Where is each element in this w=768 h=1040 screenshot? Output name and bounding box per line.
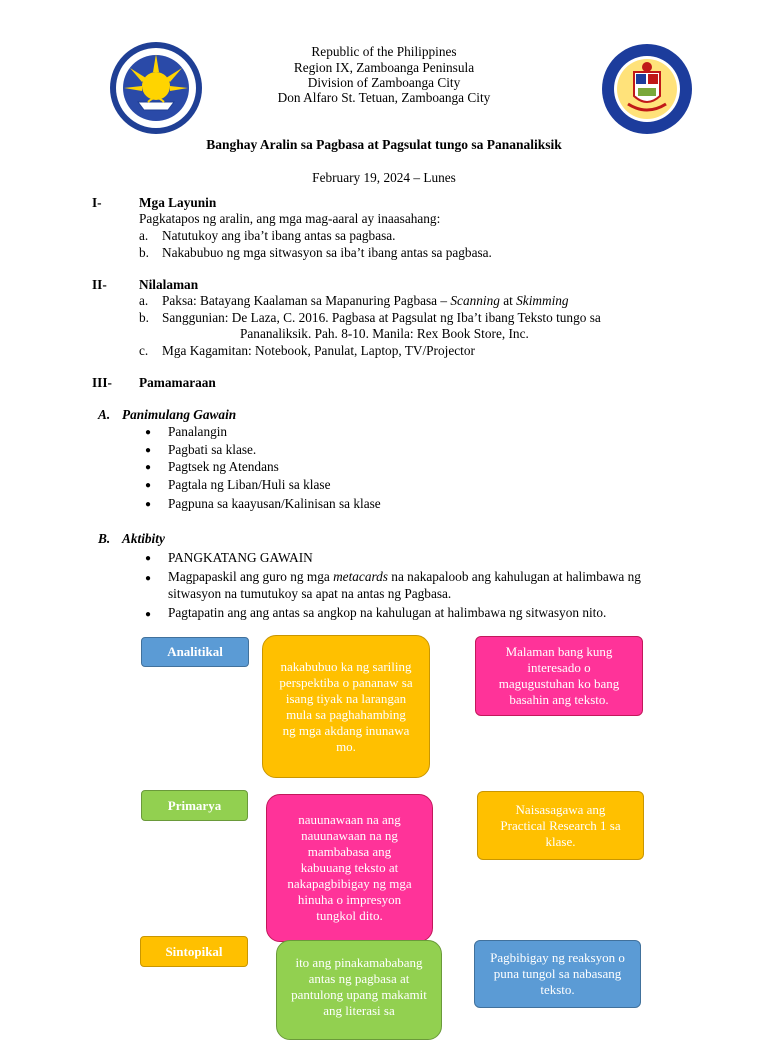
bullet-icon: ● (145, 609, 152, 620)
sub-a-bullet-4: Pagtala ng Liban/Huli sa klase (168, 477, 331, 492)
section-1-item-b: Nakabubuo ng mga sitwasyon sa iba’t ibang antas sa pagbasa. (162, 245, 492, 260)
bullet-icon: ● (145, 480, 152, 491)
section-2-item-a (162, 293, 569, 309)
section-2-item-a-letter: a. (139, 293, 149, 308)
bullet-icon: ● (145, 499, 152, 510)
section-2-number: II- (92, 277, 107, 292)
card-middle-2[interactable]: nauunawaan na ang nauunawaan na ng mambabasa ang kabuuang teksto at nakapagbibigay ng mga hinuha o impresyon tungkol dito. (266, 794, 433, 942)
header-division: Division of Zamboanga City (307, 75, 461, 90)
sub-b-bullet-1: PANGKATANG GAWAIN (168, 550, 313, 565)
section-3-title: Pamamaraan (139, 375, 216, 390)
card-right-3[interactable]: Pagbibigay ng reaksyon o puna tungol sa nabasang teksto. (474, 940, 641, 1008)
sub-b-title: Aktibity (122, 531, 165, 546)
sub-a-bullet-3: Pagtsek ng Atendans (168, 459, 279, 474)
section-1-intro: Pagkatapos ng aralin, ang mga mag-aaral ay inaasahang: (139, 211, 441, 226)
sub-b-label: B. (98, 531, 111, 546)
card-right-2[interactable]: Naisasagawa ang Practical Research 1 sa klase. (477, 791, 644, 860)
header-region: Region IX, Zamboanga Peninsula (293, 60, 475, 75)
section-1-title: Mga Layunin (139, 195, 217, 210)
section-2-item-b-continued: Pananaliksik. Pah. 8-10. Manila: Rex Book Store, Inc. (240, 326, 529, 341)
section-1-item-b-letter: b. (139, 245, 149, 260)
section-1-number: I- (92, 195, 102, 210)
section-1-item-a-letter: a. (139, 228, 149, 243)
section-2-title: Nilalaman (139, 277, 199, 292)
label-primarya[interactable]: Primarya (141, 790, 248, 821)
section-2-item-c-letter: c. (139, 343, 149, 358)
bullet-icon: ● (145, 573, 152, 584)
bullet-icon: ● (145, 427, 152, 438)
sub-b-bullet-2-pre: Magpapaskil ang guro ng mga (168, 569, 334, 584)
sub-b-bullet-2-em: metacards (333, 569, 388, 584)
bullet-icon: ● (145, 553, 152, 564)
sub-a-bullet-2: Pagbati sa klase. (168, 442, 257, 457)
bullet-icon: ● (145, 462, 152, 473)
section-2-item-c: Mga Kagamitan: Notebook, Panulat, Laptop, TV/Projector (162, 343, 475, 358)
section-2-item-a-mid: at (499, 293, 517, 308)
section-1-item-a: Natutukoy ang iba’t ibang antas sa pagbasa. (162, 228, 396, 243)
bullet-icon: ● (145, 445, 152, 456)
card-middle-1[interactable]: nakabubuo ka ng sariling perspektiba o pananaw sa isang tiyak na larangan mula sa paghahambing ng mga akdang inunawa mo. (262, 635, 430, 778)
document-date: February 19, 2024 – Lunes (312, 170, 456, 185)
label-analitikal[interactable]: Analitikal (141, 637, 249, 667)
sub-a-title: Panimulang Gawain (122, 407, 237, 422)
sub-b-bullet-2-post: na nakapaloob ang kahulugan at halimbawa ng (387, 569, 641, 584)
sub-b-bullet-2-continued: sitwasyon na tumutukoy sa apat na antas ng Pagbasa. (168, 586, 452, 601)
card-middle-3[interactable]: ito ang pinakamababang antas ng pagbasa at pantulong upang makamit ang literasi sa (276, 940, 442, 1040)
label-sintopikal[interactable]: Sintopikal (140, 936, 248, 967)
document-title: Banghay Aralin sa Pagbasa at Pagsulat tungo sa Pananaliksik (206, 137, 562, 152)
section-2-item-a-em2: Skimming (516, 293, 569, 308)
section-2-item-b: Sanggunian: De Laza, C. 2016. Pagbasa at Pagsulat ng Iba’t ibang Teksto tungo sa (162, 310, 601, 325)
sub-b-bullet-3: Pagtapatin ang ang antas sa angkop na kahulugan at halimbawa ng sitwasyon nito. (168, 605, 607, 620)
section-2-item-a-pre: Paksa: Batayang Kaalaman sa Mapanuring Pagbasa – (162, 293, 451, 308)
section-3-number: III- (92, 375, 112, 390)
sub-b-bullet-2 (168, 569, 641, 585)
header-address: Don Alfaro St. Tetuan, Zamboanga City (277, 90, 491, 105)
sub-a-bullet-1: Panalangin (168, 424, 228, 439)
section-2-item-b-letter: b. (139, 310, 149, 325)
sub-a-label: A. (98, 407, 111, 422)
header-republic: Republic of the Philippines (311, 44, 457, 59)
card-right-1[interactable]: Malaman bang kung interesado o magugustuhan ko bang basahin ang teksto. (475, 636, 643, 716)
sub-a-bullet-5: Pagpuna sa kaayusan/Kalinisan sa klase (168, 496, 381, 511)
section-2-item-a-em1: Scanning (450, 293, 500, 308)
